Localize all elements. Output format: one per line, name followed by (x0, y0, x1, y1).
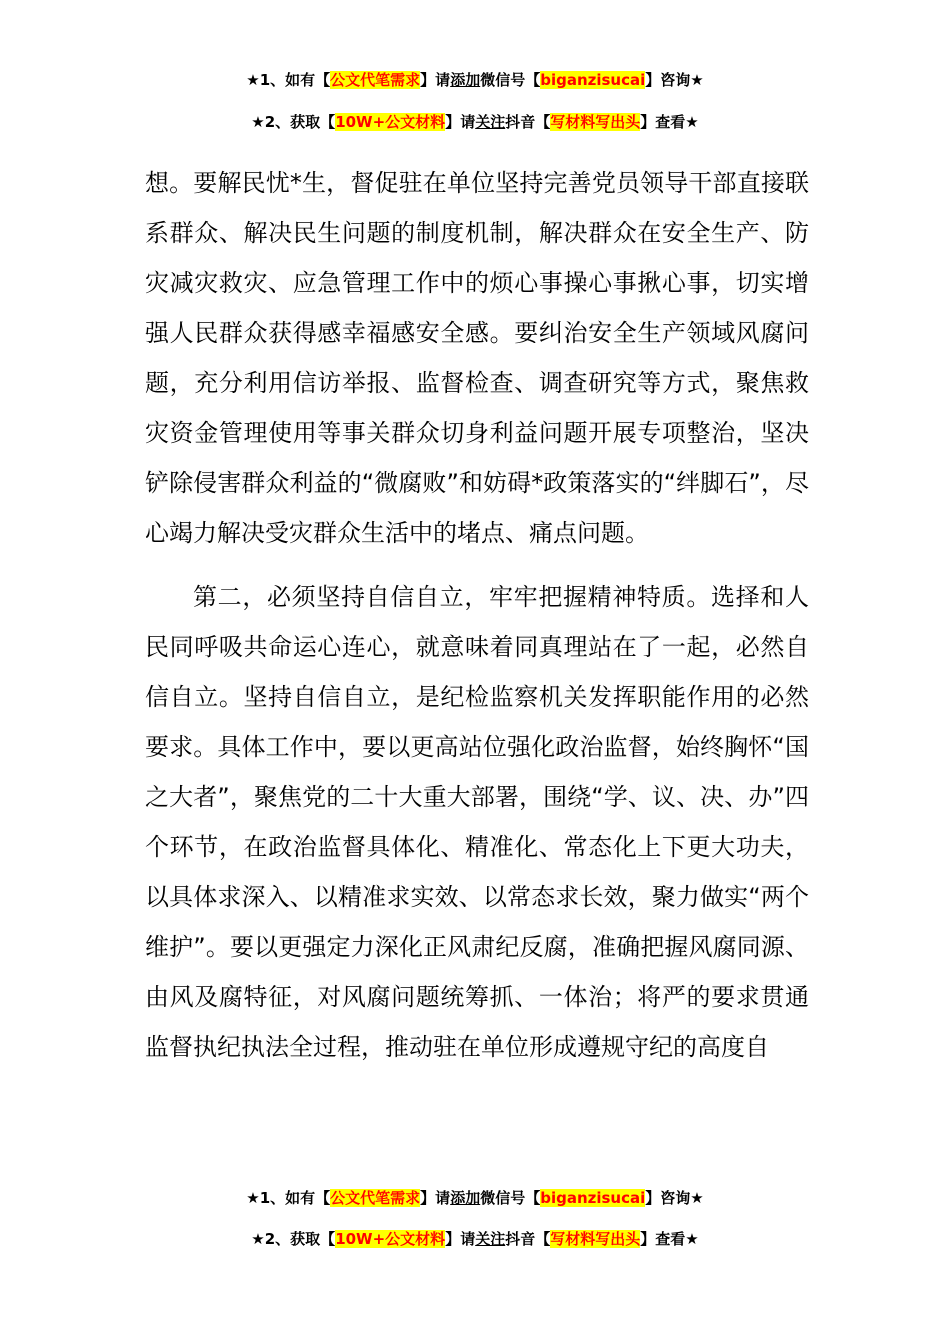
header-banner-line-1: ★1、如有【公文代笔需求】请添加微信号【biganzisucai】咨询★ (246, 71, 704, 89)
footer-banner-line-2: ★2、获取【10W+公文材料】请关注抖音【写材料写出头】查看★ (251, 1230, 699, 1248)
highlight-wechat-id: biganzisucai (540, 71, 646, 89)
footer-banner-line-1: ★1、如有【公文代笔需求】请添加微信号【biganzisucai】咨询★ (246, 1189, 704, 1207)
highlight-writing-service: 公文代笔需求 (330, 71, 421, 89)
highlight-douyin-account: 写材料写出头 (550, 1230, 641, 1248)
highlight-materials: 10W+公文材料 (335, 113, 446, 131)
highlight-writing-service: 公文代笔需求 (330, 1189, 421, 1207)
paragraph-second-point: 第二，必须坚持自信自立，牢牢把握精神特质。选择和人民同呼吸共命运心连心，就意味着同真理站在了一起，必然自信自立。坚持自信自立，是纪检监察机关发挥职能作用的必然要求。具体工作中，要以更高站位强化政治监督，始终胸怀“国之大者”，聚焦党的二十大重大部署，围绕“学、议、决、办”四个环节，在政治监督具体化、精准化、常态化上下更大功夫，以具体求深入、以精准求实效、以常态求长效，聚力做实“两个维护”。要以更强定力深化正风肃纪反腐，准确把握风腐同源、由风及腐特征，对风腐问题统筹抓、一体治；将严的要求贯通监督执纪执法全过程，推动驻在单位形成遵规守纪的高度自 (145, 583, 809, 1061)
highlight-materials: 10W+公文材料 (335, 1230, 446, 1248)
highlight-wechat-id: biganzisucai (540, 1189, 646, 1207)
paragraph-continuation: 想。要解民忧*生，督促驻在单位坚持完善党员领导干部直接联系群众、解决民生问题的制度机制，解决群众在安全生产、防灾减灾救灾、应急管理工作中的烦心事操心事揪心事，切实增强人民群众获得感幸福感安全感。要纠治安全生产领域风腐问题，充分利用信访举报、监督检查、调查研究等方式，聚焦救灾资金管理使用等事关群众切身利益问题开展专项整治，坚决铲除侵害群众利益的“微腐败”和妨碍*政策落实的“绊脚石”，尽心竭力解决受灾群众生活中的堵点、痛点问题。 (145, 169, 809, 547)
highlight-douyin-account: 写材料写出头 (550, 113, 641, 131)
header-banner-line-2: ★2、获取【10W+公文材料】请关注抖音【写材料写出头】查看★ (251, 113, 699, 131)
document-body (145, 158, 809, 1072)
